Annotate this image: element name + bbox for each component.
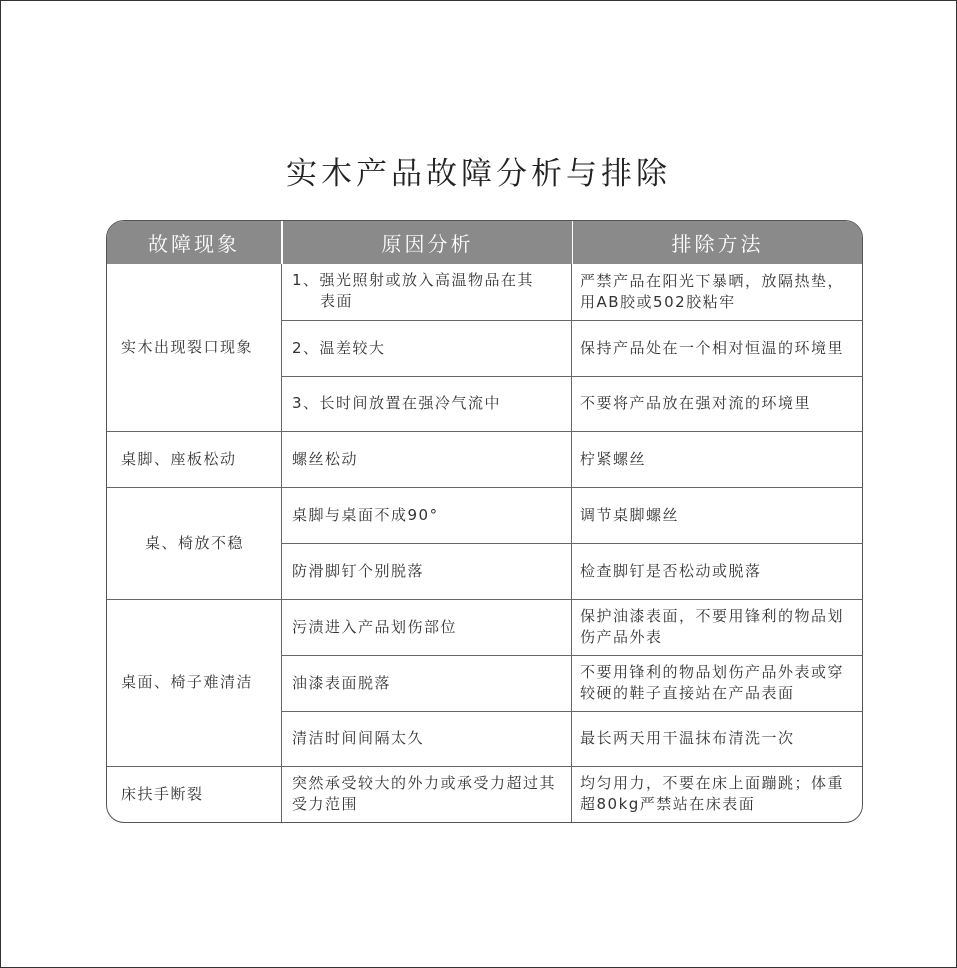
cause-cell: 螺丝松动 bbox=[292, 449, 359, 468]
cause-line: 1、强光照射或放入高温物品在其 bbox=[292, 271, 535, 289]
cause-cell: 2、温差较大 bbox=[292, 338, 386, 357]
fix-cell: 检查脚钉是否松动或脱落 bbox=[580, 561, 762, 580]
page-title: 实木产品故障分析与排除 bbox=[286, 156, 671, 192]
fix-cell: 柠紧螺丝 bbox=[580, 449, 647, 468]
header-symptom: 故障现象 bbox=[107, 221, 281, 264]
cause-cell: 防滑脚钉个别脱落 bbox=[292, 561, 425, 580]
cause-line: 表面 bbox=[320, 292, 354, 310]
cause-cell: 突然承受较大的外力或承受力超过其受力范围 bbox=[292, 774, 557, 813]
fix-cell: 不要将产品放在强对流的环境里 bbox=[580, 394, 812, 412]
fix-cell: 保持产品处在一个相对恒温的环境里 bbox=[580, 338, 845, 357]
cause-cell: 污渍进入产品划伤部位 bbox=[292, 617, 458, 636]
symptom-cell: 床扶手断裂 bbox=[121, 784, 204, 803]
symptom-cell: 实木出现裂口现象 bbox=[121, 338, 254, 356]
fix-cell: 调节桌脚螺丝 bbox=[580, 505, 680, 524]
symptom-cell: 桌、椅放不稳 bbox=[144, 533, 244, 552]
fault-table bbox=[106, 220, 863, 823]
fix-cell: 不要用锋利的物品划伤产品外表或穿较硬的鞋子直接站在产品表面 bbox=[580, 663, 845, 702]
cause-cell: 3、长时间放置在强冷气流中 bbox=[292, 394, 502, 412]
symptom-cell: 桌脚、座板松动 bbox=[121, 449, 237, 468]
fix-cell: 最长两天用干温抹布清洗一次 bbox=[580, 729, 795, 747]
cause-cell: 清洁时间间隔太久 bbox=[292, 729, 425, 747]
cause-cell: 桌脚与桌面不成90° bbox=[292, 505, 439, 524]
cause-cell bbox=[282, 264, 572, 320]
fix-cell: 严禁产品在阳光下暴晒，放隔热垫，用AB胶或502胶粘牢 bbox=[580, 272, 845, 311]
fix-cell: 保护油漆表面，不要用锋利的物品划伤产品外表 bbox=[580, 607, 845, 646]
header-cause: 原因分析 bbox=[282, 221, 572, 264]
cause-cell: 油漆表面脱落 bbox=[292, 673, 392, 692]
symptom-cell: 桌面、椅子难清洁 bbox=[121, 673, 254, 691]
fix-cell: 均匀用力，不要在床上面蹦跳；体重超80kg严禁站在床表面 bbox=[580, 774, 845, 813]
header-fix: 排除方法 bbox=[572, 221, 862, 264]
